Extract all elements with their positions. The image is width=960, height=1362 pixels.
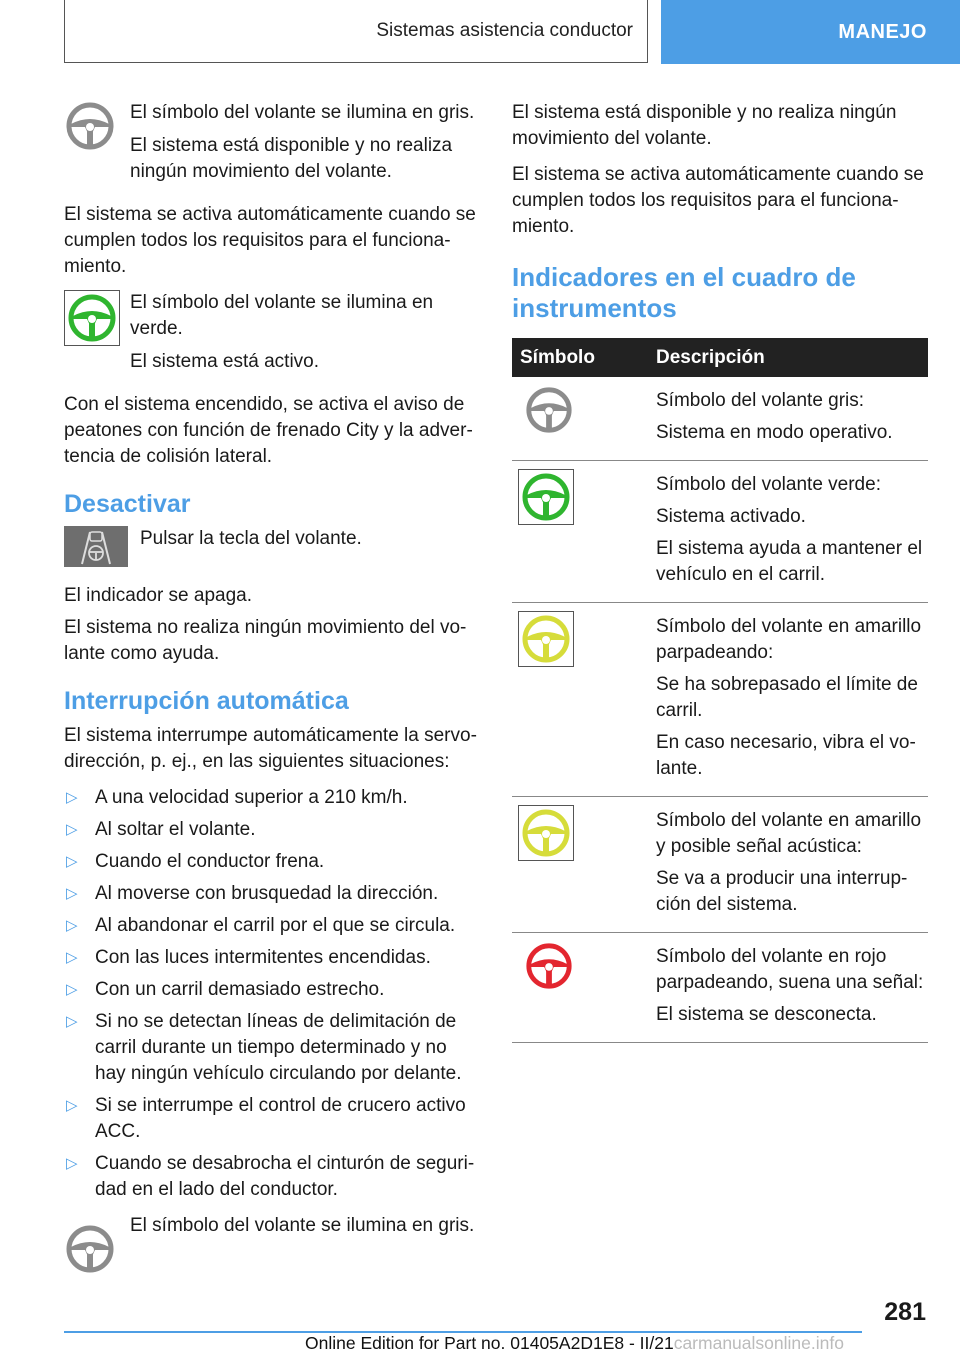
triangle-bullet-icon: ▷ bbox=[66, 1155, 78, 1172]
table-row bbox=[512, 461, 928, 603]
heading-indicators: Indicadores en el cuadro de instrumentos bbox=[512, 262, 856, 323]
table-row bbox=[512, 797, 928, 933]
edition-text: Online Edition for Part no. 01405A2D1E8 - II/21 bbox=[305, 1333, 674, 1353]
column-header-symbol: Símbolo bbox=[512, 338, 644, 377]
list-item: ▷ Al soltar el volante. bbox=[64, 817, 478, 843]
triangle-bullet-icon: ▷ bbox=[66, 949, 78, 966]
cell-text: Se va a producir una interrupción del sistema. bbox=[656, 868, 908, 915]
table-row bbox=[512, 933, 928, 1043]
deactivate-note bbox=[64, 526, 478, 575]
triangle-bullet-icon: ▷ bbox=[66, 1013, 78, 1030]
yellow-steering-wheel-icon bbox=[518, 805, 574, 861]
list-item: ▷ A una velocidad superior a 210 km/h. bbox=[64, 785, 478, 811]
paragraph: El indicador se apaga. bbox=[64, 585, 253, 606]
indicator-table bbox=[512, 338, 928, 1043]
green-steering-wheel-icon bbox=[64, 290, 120, 346]
cell-text: Símbolo del volante verde: bbox=[656, 474, 881, 495]
paragraph: El sistema interrumpe automáticamente la servodirección, p. ej., en las siguientes situaciones: bbox=[64, 725, 477, 772]
cell-text: Símbolo del volante en amarillo parpadeando: bbox=[656, 616, 922, 663]
list-item: ▷ Con las luces intermitentes encendidas. bbox=[64, 945, 478, 971]
watermark: carmanualsonline.info bbox=[673, 1333, 844, 1353]
section-header bbox=[64, 0, 648, 63]
column-header-description: Descripción bbox=[644, 338, 928, 377]
triangle-bullet-icon: ▷ bbox=[66, 981, 78, 998]
cell-text: En caso necesario, vibra el volante. bbox=[656, 732, 916, 779]
triangle-bullet-icon: ▷ bbox=[66, 885, 78, 902]
table-header-row bbox=[512, 338, 928, 377]
cell-text: Símbolo del volante en amarillo y posible señal acústica: bbox=[656, 810, 922, 857]
paragraph: Pulsar la tecla del volante. bbox=[140, 528, 362, 549]
heading-automatic-interruption: Interrupción automática bbox=[64, 687, 349, 715]
paragraph: El sistema está disponible y no realiza ningún movimiento del volante. bbox=[130, 135, 453, 182]
triangle-bullet-icon: ▷ bbox=[66, 789, 78, 806]
list-item: ▷ Cuando se desabrocha el cinturón de seguridad en el lado del conductor. bbox=[64, 1151, 478, 1203]
gray-steering-wheel-icon bbox=[524, 385, 574, 435]
paragraph: El símbolo del volante se ilumina en gris. bbox=[130, 102, 475, 123]
cell-text: Se ha sobrepasado el límite de carril. bbox=[656, 674, 918, 721]
cell-text: Sistema en modo operativo. bbox=[656, 422, 893, 443]
right-column bbox=[512, 100, 928, 1043]
section-title: Sistemas asistencia conductor bbox=[376, 20, 633, 41]
list-item: ▷ Al moverse con brusquedad la dirección. bbox=[64, 881, 478, 907]
gray-wheel-note bbox=[64, 100, 478, 192]
cell-text: El sistema ayuda a mantener el vehículo en el carril. bbox=[656, 538, 923, 585]
gray-steering-wheel-icon bbox=[64, 1223, 116, 1275]
gray-steering-wheel-icon bbox=[64, 100, 116, 152]
list-item: ▷ Al abandonar el carril por el que se circula. bbox=[64, 913, 478, 939]
table-row bbox=[512, 603, 928, 797]
paragraph: Con el sistema encendido, se activa el aviso de peatones con función de frenado City y la advertencia de colisión lateral. bbox=[64, 394, 473, 467]
heading-deactivate: Desactivar bbox=[64, 490, 191, 518]
cell-text: El sistema se desconecta. bbox=[656, 1004, 877, 1025]
table-row bbox=[512, 377, 928, 461]
yellow-steering-wheel-icon bbox=[518, 611, 574, 667]
list-item: ▷ Cuando el conductor frena. bbox=[64, 849, 478, 875]
gray-wheel-note-2 bbox=[64, 1213, 478, 1283]
paragraph: El sistema está disponible y no realiza ningún movimiento del volante. bbox=[512, 102, 897, 149]
footer-edition bbox=[305, 1333, 844, 1354]
cell-text: Símbolo del volante gris: bbox=[656, 390, 865, 411]
cell-text: Sistema activado. bbox=[656, 506, 806, 527]
list-item: ▷ Con un carril demasiado estrecho. bbox=[64, 977, 478, 1003]
green-wheel-note bbox=[64, 290, 478, 382]
paragraph: El sistema no realiza ningún movimiento del volante como ayuda. bbox=[64, 617, 467, 664]
paragraph: El símbolo del volante se ilumina en verde. bbox=[130, 292, 434, 339]
paragraph: El sistema está activo. bbox=[130, 351, 320, 372]
triangle-bullet-icon: ▷ bbox=[66, 1097, 78, 1114]
paragraph: El sistema se activa automáticamente cuando se cumplen todos los requisitos para el funcionamiento. bbox=[64, 204, 476, 277]
paragraph: El sistema se activa automáticamente cuando se cumplen todos los requisitos para el funcionamiento. bbox=[512, 164, 924, 237]
triangle-bullet-icon: ▷ bbox=[66, 917, 78, 934]
bullet-list bbox=[64, 785, 478, 1203]
cell-text: Símbolo del volante en rojo parpadeando, suena una señal: bbox=[656, 946, 924, 993]
triangle-bullet-icon: ▷ bbox=[66, 821, 78, 838]
green-steering-wheel-icon bbox=[518, 469, 574, 525]
page-number: 281 bbox=[884, 1298, 926, 1326]
red-steering-wheel-icon bbox=[524, 941, 574, 991]
chapter-tab[interactable] bbox=[661, 0, 960, 64]
triangle-bullet-icon: ▷ bbox=[66, 853, 78, 870]
list-item: ▷ Si se interrumpe el control de crucero activo ACC. bbox=[64, 1093, 478, 1145]
list-item: ▷ Si no se detectan líneas de delimitación de carril durante un tiempo determinado y no hay ningún vehículo circulando por delante. bbox=[64, 1009, 478, 1087]
left-column bbox=[64, 100, 478, 1293]
lane-assist-button-icon bbox=[64, 526, 128, 567]
paragraph: El símbolo del volante se ilumina en gris. bbox=[130, 1215, 475, 1236]
chapter-title: MANEJO bbox=[838, 20, 927, 43]
